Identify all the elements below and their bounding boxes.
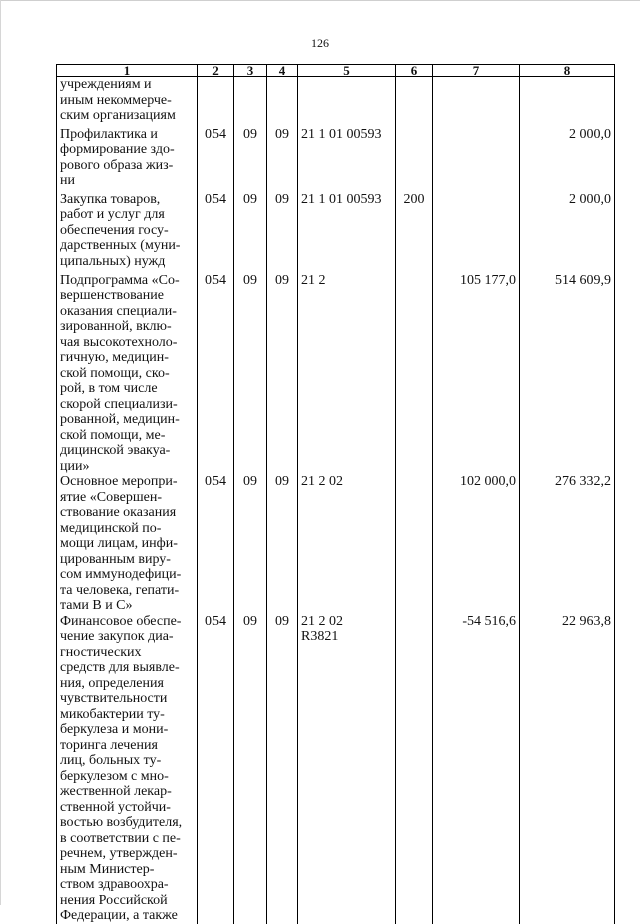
row-total-amount [520, 77, 615, 127]
table-row [57, 77, 615, 127]
column-header-7: 7 [433, 65, 520, 77]
row-name: Профилактика и формирование здо- рового образа жиз- ни [60, 126, 175, 188]
column-header-1: 1 [57, 65, 198, 77]
table-header-row [57, 65, 615, 77]
row-name-cell [57, 192, 198, 273]
row-section-code: 09 [234, 273, 267, 475]
table-row [57, 127, 615, 192]
row-name-cell [57, 77, 198, 127]
table-row [57, 192, 615, 273]
row-expense-type [396, 474, 433, 614]
row-change-amount [433, 77, 520, 127]
row-ministry-code: 054 [198, 127, 234, 192]
row-change-amount: -54 516,6 [433, 614, 520, 924]
row-ministry-code: 054 [198, 273, 234, 475]
row-subsection-code: 09 [267, 614, 298, 924]
row-name: Финансовое обеспе- чение закупок диа- гностических средств для выявле- ния, определения чувствительности микобактерии ту- беркулеза и мони- торинга лечения лиц, больных ту- беркулезом с мно- жественной лекар- ственной устойчи- востью возбудителя, в соответствии с пе- речнем, утвержден- ным Министер- ством здравоохра- нения Российской Федерации, а также [60, 613, 183, 923]
row-total-amount: 2 000,0 [520, 127, 615, 192]
row-target-article-text: 21 2 02 R3821 [301, 613, 343, 644]
row-target-article: 21 2 02 [298, 474, 396, 614]
row-ministry-code: 054 [198, 614, 234, 924]
row-change-amount: 102 000,0 [433, 474, 520, 614]
row-name: Подпрограмма «Со- вершенствование оказания специали- зированной, вклю- чая высокотехноло- гичную, медицин- ской помощи, ско- рой, в том числе скорой специализи- рованной, медицин- ской помощи, ме- дицинской эвакуа- ции» [60, 272, 180, 474]
row-name-cell [57, 273, 198, 475]
row-name: учреждениям и иным некоммерче- ским организациям [60, 77, 176, 123]
table-row [57, 273, 615, 475]
row-total-amount: 276 332,2 [520, 474, 615, 614]
row-section-code: 09 [234, 127, 267, 192]
row-target-article: 21 2 [298, 273, 396, 475]
row-change-amount [433, 127, 520, 192]
scan-edge-left [0, 0, 1, 905]
row-subsection-code: 09 [267, 192, 298, 273]
row-subsection-code: 09 [267, 474, 298, 614]
row-ministry-code [198, 77, 234, 127]
row-ministry-code: 054 [198, 474, 234, 614]
table-row [57, 474, 615, 614]
table-row [57, 614, 615, 924]
row-section-code: 09 [234, 474, 267, 614]
row-target-article: 21 1 01 00593 [298, 192, 396, 273]
row-section-code [234, 77, 267, 127]
row-name-cell [57, 127, 198, 192]
row-expense-type [396, 273, 433, 475]
row-subsection-code: 09 [267, 273, 298, 475]
scan-edge-top [0, 0, 640, 1]
row-total-amount: 22 963,8 [520, 614, 615, 924]
page-number: 126 [311, 36, 329, 50]
row-change-amount [433, 192, 520, 273]
column-header-5: 5 [298, 65, 396, 77]
column-header-4: 4 [267, 65, 298, 77]
row-target-article [298, 77, 396, 127]
row-name-cell [57, 474, 198, 614]
row-ministry-code: 054 [198, 192, 234, 273]
row-target-article [298, 614, 396, 924]
row-name: Закупка товаров, работ и услуг для обеспечения госу- дарственных (муни- ципальных) нужд [60, 191, 181, 269]
row-total-amount: 2 000,0 [520, 192, 615, 273]
row-total-amount: 514 609,9 [520, 273, 615, 475]
row-subsection-code: 09 [267, 127, 298, 192]
budget-table [56, 64, 615, 924]
row-section-code: 09 [234, 192, 267, 273]
row-subsection-code [267, 77, 298, 127]
column-header-8: 8 [520, 65, 615, 77]
row-expense-type [396, 77, 433, 127]
row-name-cell [57, 614, 198, 924]
row-expense-type: 200 [396, 192, 433, 273]
row-name: Основное меропри- ятие «Совершен- ствование оказания медицинской по- мощи лицам, инфи- цированным виру- сом иммунодефици- та человека, гепати- тами В и С» [60, 474, 182, 613]
row-expense-type [396, 127, 433, 192]
row-section-code: 09 [234, 614, 267, 924]
row-change-amount: 105 177,0 [433, 273, 520, 475]
column-header-2: 2 [198, 65, 234, 77]
column-header-6: 6 [396, 65, 433, 77]
row-target-article: 21 1 01 00593 [298, 127, 396, 192]
row-expense-type [396, 614, 433, 924]
column-header-3: 3 [234, 65, 267, 77]
